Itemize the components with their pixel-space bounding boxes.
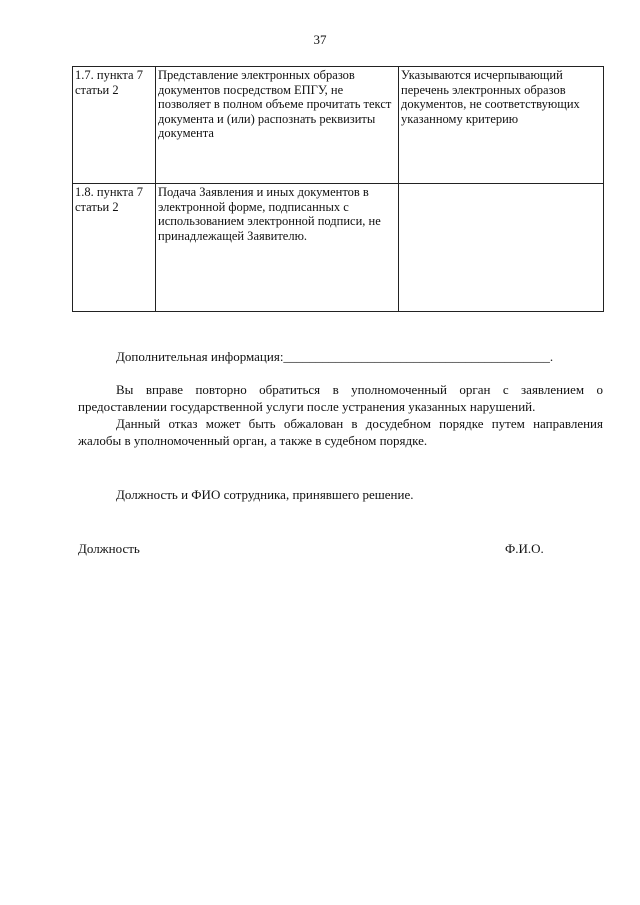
- table-row: [73, 67, 604, 184]
- repeat-application-paragraph: Вы вправе повторно обратиться в уполномоченный орган с заявлением о предоставлении государственной услуги после устранения указанных нарушений.: [78, 382, 603, 414]
- notice-section: [78, 381, 603, 449]
- reason-ref-cell: 1.8. пункта 7 статьи 2: [73, 184, 156, 312]
- reason-text-cell: Подача Заявления и иных документов в электронной форме, подписанных с использованием электронной подписи, не принадлежащей Заявителю.: [156, 184, 399, 312]
- signature-position-label: Должность: [78, 541, 140, 556]
- reason-explanation-cell: [399, 184, 604, 312]
- refusal-reasons-table: [72, 66, 604, 312]
- signer-line: Должность и ФИО сотрудника, принявшего решение.: [116, 487, 414, 502]
- signature-name-label: Ф.И.О.: [505, 541, 544, 556]
- reason-text-cell: Представление электронных образов документов посредством ЕПГУ, не позволяет в полном объеме прочитать текст документа и (или) распознать реквизиты документа: [156, 67, 399, 184]
- table-row: [73, 184, 604, 312]
- appeal-paragraph: Данный отказ может быть обжалован в досудебном порядке путем направления жалобы в уполномоченный орган, а также в судебном порядке.: [78, 416, 603, 448]
- additional-info-line: Дополнительная информация:_________________________________________.: [116, 349, 554, 364]
- signer-section: [78, 486, 603, 503]
- additional-info-section: [78, 348, 603, 365]
- reason-explanation-cell: Указываются исчерпывающий перечень электронных образов документов, не соответствующих указанному критерию: [399, 67, 604, 184]
- page-number: 37: [313, 32, 327, 47]
- reason-ref-cell: 1.7. пункта 7 статьи 2: [73, 67, 156, 184]
